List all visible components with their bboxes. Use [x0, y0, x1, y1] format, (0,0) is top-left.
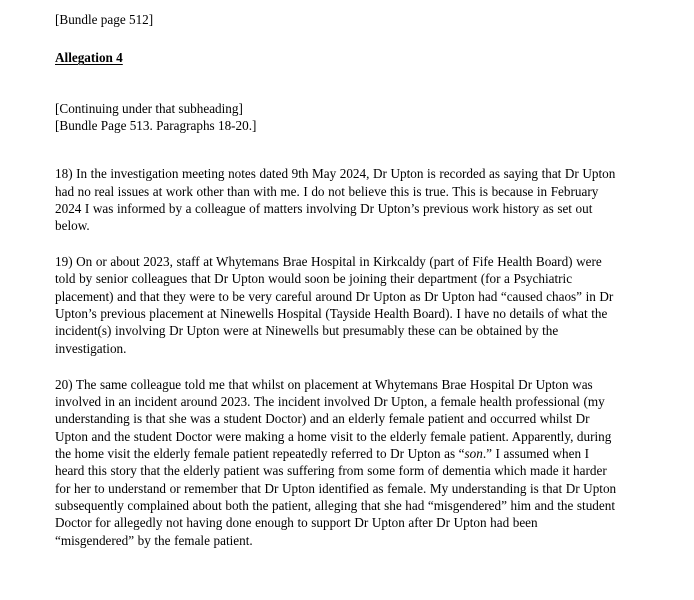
- paragraph-20-part-2: .” I assumed when I heard this story that the elderly patient was suffering from some form of dementia which made it harder for her to understand or remember that Dr Upton identified as female. My understanding is that Dr Upton subsequently complained about both the patient, alleging that she had “misgendered” him and the student Doctor for allegedly not having done enough to support Dr Upton after Dr Upton had been “misgendered” by the female patient.: [55, 446, 617, 548]
- document-content: [55, 0, 620, 549]
- subheading-continuation-line: [Continuing under that subheading]: [55, 100, 243, 116]
- paragraph-20: [55, 357, 620, 549]
- paragraph-20-part-1: 20) The same colleague told me that whilst on placement at Whytemans Brae Hospital Dr Upton was involved in an incident around 2023. The incident involved Dr Upton, a female health professional (my understanding is that she was a student Doctor) and an elderly female patient and occurred whilst Dr Upton and the student Doctor were making a home visit to the elderly female patient. Apparently, during the home visit the elderly female patient repeatedly referred to Dr Upton as “: [55, 376, 612, 461]
- paragraph-18: 18) In the investigation meeting notes dated 9th May 2024, Dr Upton is recorded as saying that Dr Upton had no real issues at work other than with me. I do not believe this is true. This is because in February 2024 I was informed by a colleague of matters involving Dr Upton’s previous work history as set out below.: [55, 166, 616, 234]
- page-title: Allegation 4: [55, 50, 123, 66]
- bundle-page-reference: [Bundle page 512]: [55, 12, 154, 27]
- paragraph-20-italic-term: son: [464, 446, 483, 461]
- paragraph-19: 19) On or about 2023, staff at Whytemans Brae Hospital in Kirkcaldy (part of Fife Health Board) were told by senior colleagues that Dr Upton would soon be joining their department (for a Psychiatric placement) and that they were to be very careful around Dr Upton as Dr Upton had “caused chaos” in Dr Upton’s previous placement at Ninewells Hospital (Tayside Health Board). I have no details of what the incident(s) involving Dr Upton were at Ninewells but presumably these can be obtained by the investigation.: [55, 254, 614, 356]
- allegation-heading-block: [55, 28, 620, 66]
- subheading-paragraph-range-line: [Bundle Page 513. Paragraphs 18-20.]: [55, 117, 257, 133]
- subheading-note-block: [55, 67, 620, 135]
